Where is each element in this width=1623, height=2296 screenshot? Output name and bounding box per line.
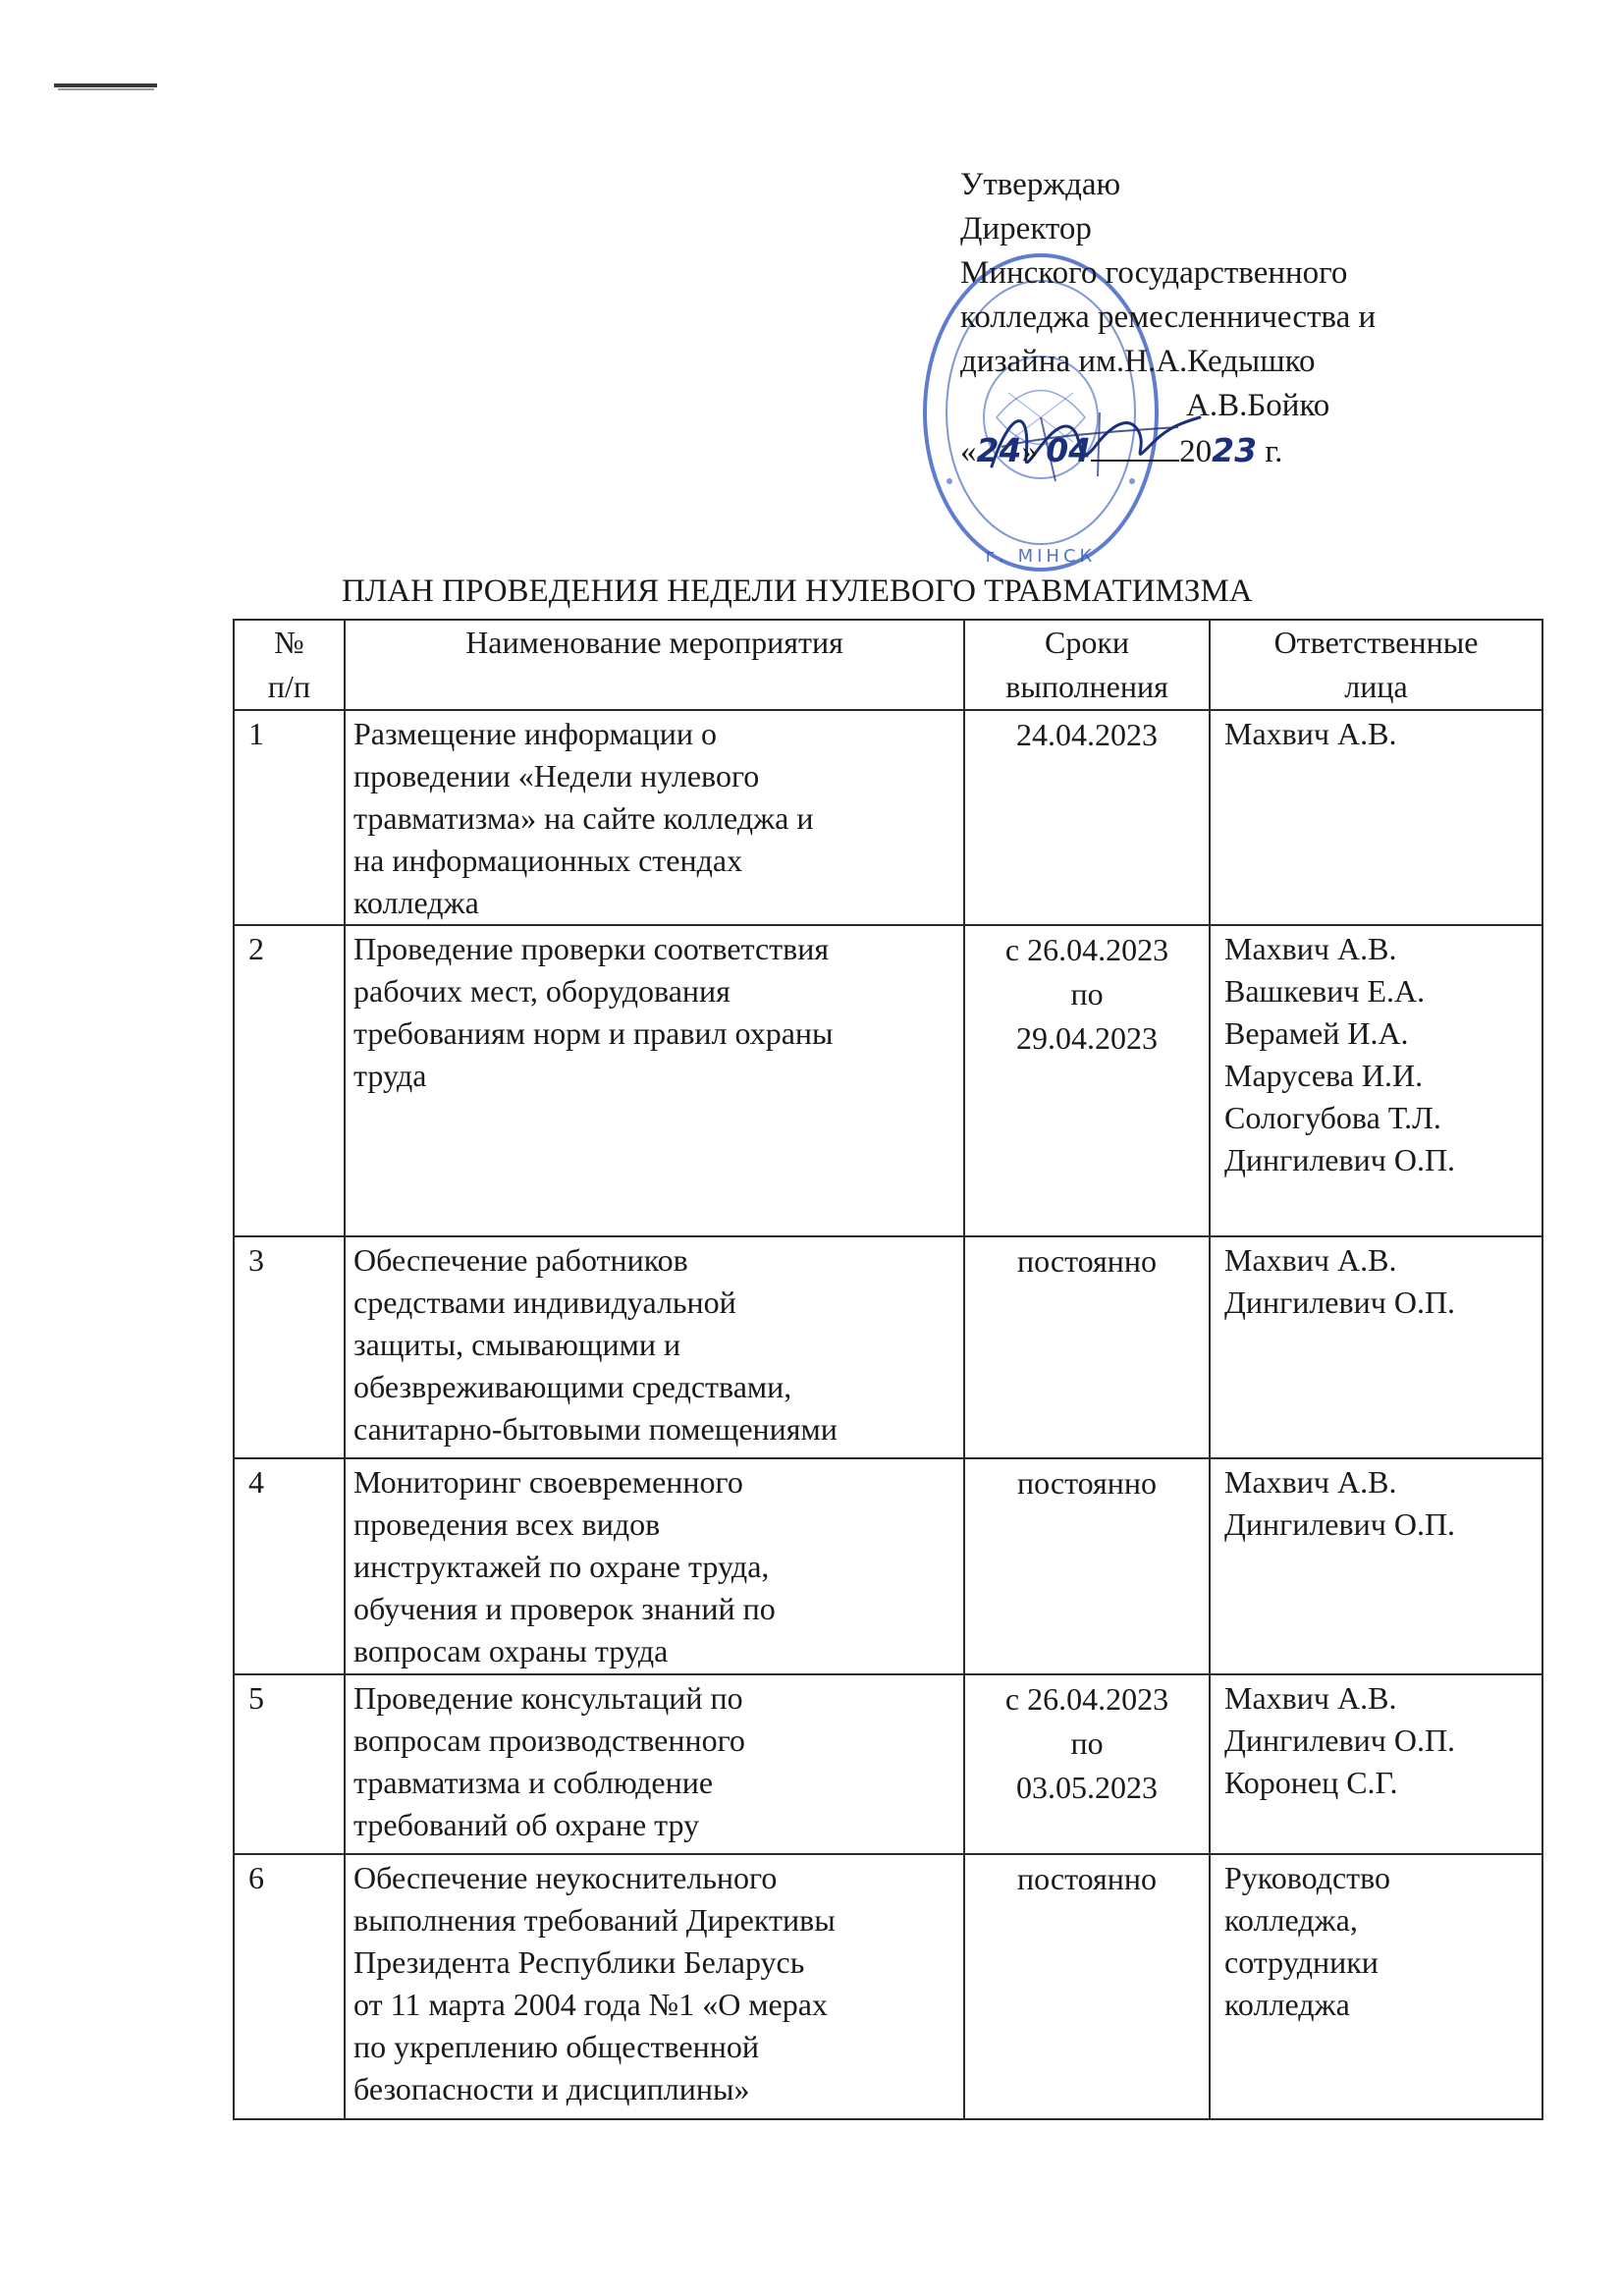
approval-org-line-1: Минского государственного [960, 255, 1348, 291]
row-number: 3 [234, 1236, 345, 1458]
row-number: 1 [234, 710, 345, 925]
activity-name-line: рабочих мест, оборудования [353, 973, 730, 1009]
activity-name-line: Обеспечение работников [353, 1242, 688, 1278]
activity-responsible-line: Коронец С.Г. [1224, 1765, 1398, 1800]
activity-name-line: требованиям норм и правил охраны [353, 1015, 834, 1051]
activity-responsible [1210, 1458, 1542, 1674]
activity-name-line: травматизма и соблюдение [353, 1765, 714, 1800]
activity-term-line: 29.04.2023 [1016, 1020, 1158, 1056]
activity-name-line: вопросам производственного [353, 1722, 745, 1758]
activity-term-line: постоянно [1016, 1465, 1158, 1501]
date-suffix: г. [1265, 434, 1283, 469]
table-row [234, 925, 1542, 1236]
row-number: 2 [234, 925, 345, 1236]
activity-responsible-line: Марусева И.И. [1224, 1058, 1424, 1093]
activity-responsible-line: Махвич А.В. [1224, 1242, 1397, 1278]
activity-name-line: проведении «Недели нулевого [353, 758, 760, 793]
table-row [234, 710, 1542, 925]
date-day-handwritten: 24 [976, 431, 1022, 469]
table-row [234, 1458, 1542, 1674]
activity-responsible-line: колледжа, [1224, 1902, 1358, 1938]
activity-name-line: труда [353, 1058, 427, 1093]
date-month-blank [1091, 430, 1179, 462]
activity-responsible-line: Дингилевич О.П. [1224, 1722, 1456, 1758]
activity-name [345, 1236, 964, 1458]
activity-name-line: на информационных стендах [353, 843, 743, 878]
activity-responsible-line: Дингилевич О.П. [1224, 1142, 1456, 1177]
approval-org-line-2: колледжа ремесленничества и [960, 300, 1377, 335]
activity-name-line: Президента Республики Беларусь [353, 1944, 805, 1980]
activity-term-line: 03.05.2023 [1016, 1770, 1158, 1805]
scan-artifact-mark [54, 82, 157, 91]
activity-responsible-line: Махвич А.В. [1224, 1680, 1397, 1716]
activity-responsible-line: Руководство [1224, 1860, 1391, 1895]
activity-responsible [1210, 925, 1542, 1236]
activity-name-line: вопросам охраны труда [353, 1633, 669, 1668]
date-open-quote: « [960, 434, 977, 469]
header-num: № п/п [234, 620, 345, 710]
activity-name-line: выполнения требований Директивы [353, 1902, 836, 1938]
document-title: ПЛАН ПРОВЕДЕНИЯ НЕДЕЛИ НУЛЕВОГО ТРАВМАТИМЗМА [342, 574, 1253, 609]
approval-org-line-3: дизайна им.Н.А.Кедышко [960, 344, 1316, 379]
activity-name-line: проведения всех видов [353, 1506, 661, 1542]
activity-name [345, 710, 964, 925]
activity-term-line: постоянно [1016, 1861, 1158, 1896]
row-number: 6 [234, 1854, 345, 2119]
activity-responsible-line: Дингилевич О.П. [1224, 1506, 1456, 1542]
activity-name-line: защиты, смывающими и [353, 1327, 681, 1362]
activity-name [345, 1674, 964, 1854]
activity-name-line: требований об охране тру [353, 1807, 700, 1842]
table-row [234, 1674, 1542, 1854]
activity-name [345, 1458, 964, 1674]
activity-responsible-line: Махвич А.В. [1224, 716, 1397, 751]
activity-name-line: безопасности и дисциплины» [353, 2071, 750, 2106]
activity-responsible-line: Дингилевич О.П. [1224, 1285, 1456, 1320]
table-row [234, 1854, 1542, 2119]
activity-term [964, 1674, 1210, 1854]
activity-responsible [1210, 710, 1542, 925]
activity-name-line: колледжа [353, 885, 479, 920]
activity-responsible [1210, 1674, 1542, 1854]
activity-term [964, 1854, 1210, 2119]
activity-name-line: обезвреживающими средствами, [353, 1369, 792, 1404]
activity-responsible [1210, 1236, 1542, 1458]
activity-responsible-line: Вашкевич Е.А. [1224, 973, 1426, 1009]
activity-responsible [1210, 1854, 1542, 2119]
activity-name-line: Размещение информации о [353, 716, 718, 751]
header-responsible: Ответственные лица [1210, 620, 1542, 710]
activity-name-line: обучения и проверок знаний по [353, 1591, 776, 1626]
approval-date [960, 428, 1510, 474]
activity-name-line: Обеспечение неукоснительного [353, 1860, 778, 1895]
date-year-handwritten: 23 [1212, 431, 1258, 469]
header-term: Сроки выполнения [964, 620, 1210, 710]
activity-name-line: санитарно-бытовыми помещениями [353, 1411, 838, 1447]
activity-name-line: Проведение консультаций по [353, 1680, 743, 1716]
date-close-quote: » [1021, 434, 1038, 469]
activity-term-line: с 26.04.2023 [1004, 932, 1169, 967]
table-header-row [234, 620, 1542, 710]
activity-term-line: по [1070, 1725, 1104, 1761]
stamp-city-text: г. МІНСК [985, 546, 1097, 567]
activity-name-line: от 11 марта 2004 года №1 «О мерах [353, 1987, 828, 2022]
activity-responsible-line: Махвич А.В. [1224, 931, 1397, 966]
activity-responsible-line: Махвич А.В. [1224, 1464, 1397, 1500]
plan-table [233, 619, 1543, 2120]
activity-term-line: постоянно [1016, 1243, 1158, 1279]
table-row [234, 1236, 1542, 1458]
activity-name-line: инструктажей по охране труда, [353, 1549, 770, 1584]
activity-responsible-line: Сологубова Т.Л. [1224, 1100, 1441, 1135]
date-year-prefix: 20 [1179, 434, 1213, 469]
activity-term [964, 710, 1210, 925]
row-number: 5 [234, 1674, 345, 1854]
activity-responsible-line: колледжа [1224, 1987, 1350, 2022]
activity-responsible-line: Верамей И.А. [1224, 1015, 1409, 1051]
row-number: 4 [234, 1458, 345, 1674]
activity-name [345, 925, 964, 1236]
activity-term-line: 24.04.2023 [1016, 717, 1158, 752]
activity-term [964, 925, 1210, 1236]
activity-name-line: Проведение проверки соответствия [353, 931, 830, 966]
approval-heading: Утверждаю [960, 167, 1121, 202]
activity-term [964, 1458, 1210, 1674]
activity-name-line: средствами индивидуальной [353, 1285, 736, 1320]
activity-term-line: с 26.04.2023 [1004, 1681, 1169, 1717]
activity-term [964, 1236, 1210, 1458]
header-name: Наименование мероприятия [345, 620, 964, 710]
activity-responsible-line: сотрудники [1224, 1944, 1379, 1980]
table-body [234, 710, 1542, 2119]
activity-term-line: по [1070, 976, 1104, 1011]
approval-signer: А.В.Бойко [1186, 388, 1330, 423]
activity-name [345, 1854, 964, 2119]
approval-block [960, 163, 1510, 474]
activity-name-line: травматизма» на сайте колледжа и [353, 800, 814, 836]
approval-position: Директор [960, 211, 1092, 246]
activity-name-line: по укреплению общественной [353, 2029, 759, 2064]
activity-name-line: Мониторинг своевременного [353, 1464, 743, 1500]
date-month-handwritten: 04 [1046, 431, 1092, 469]
